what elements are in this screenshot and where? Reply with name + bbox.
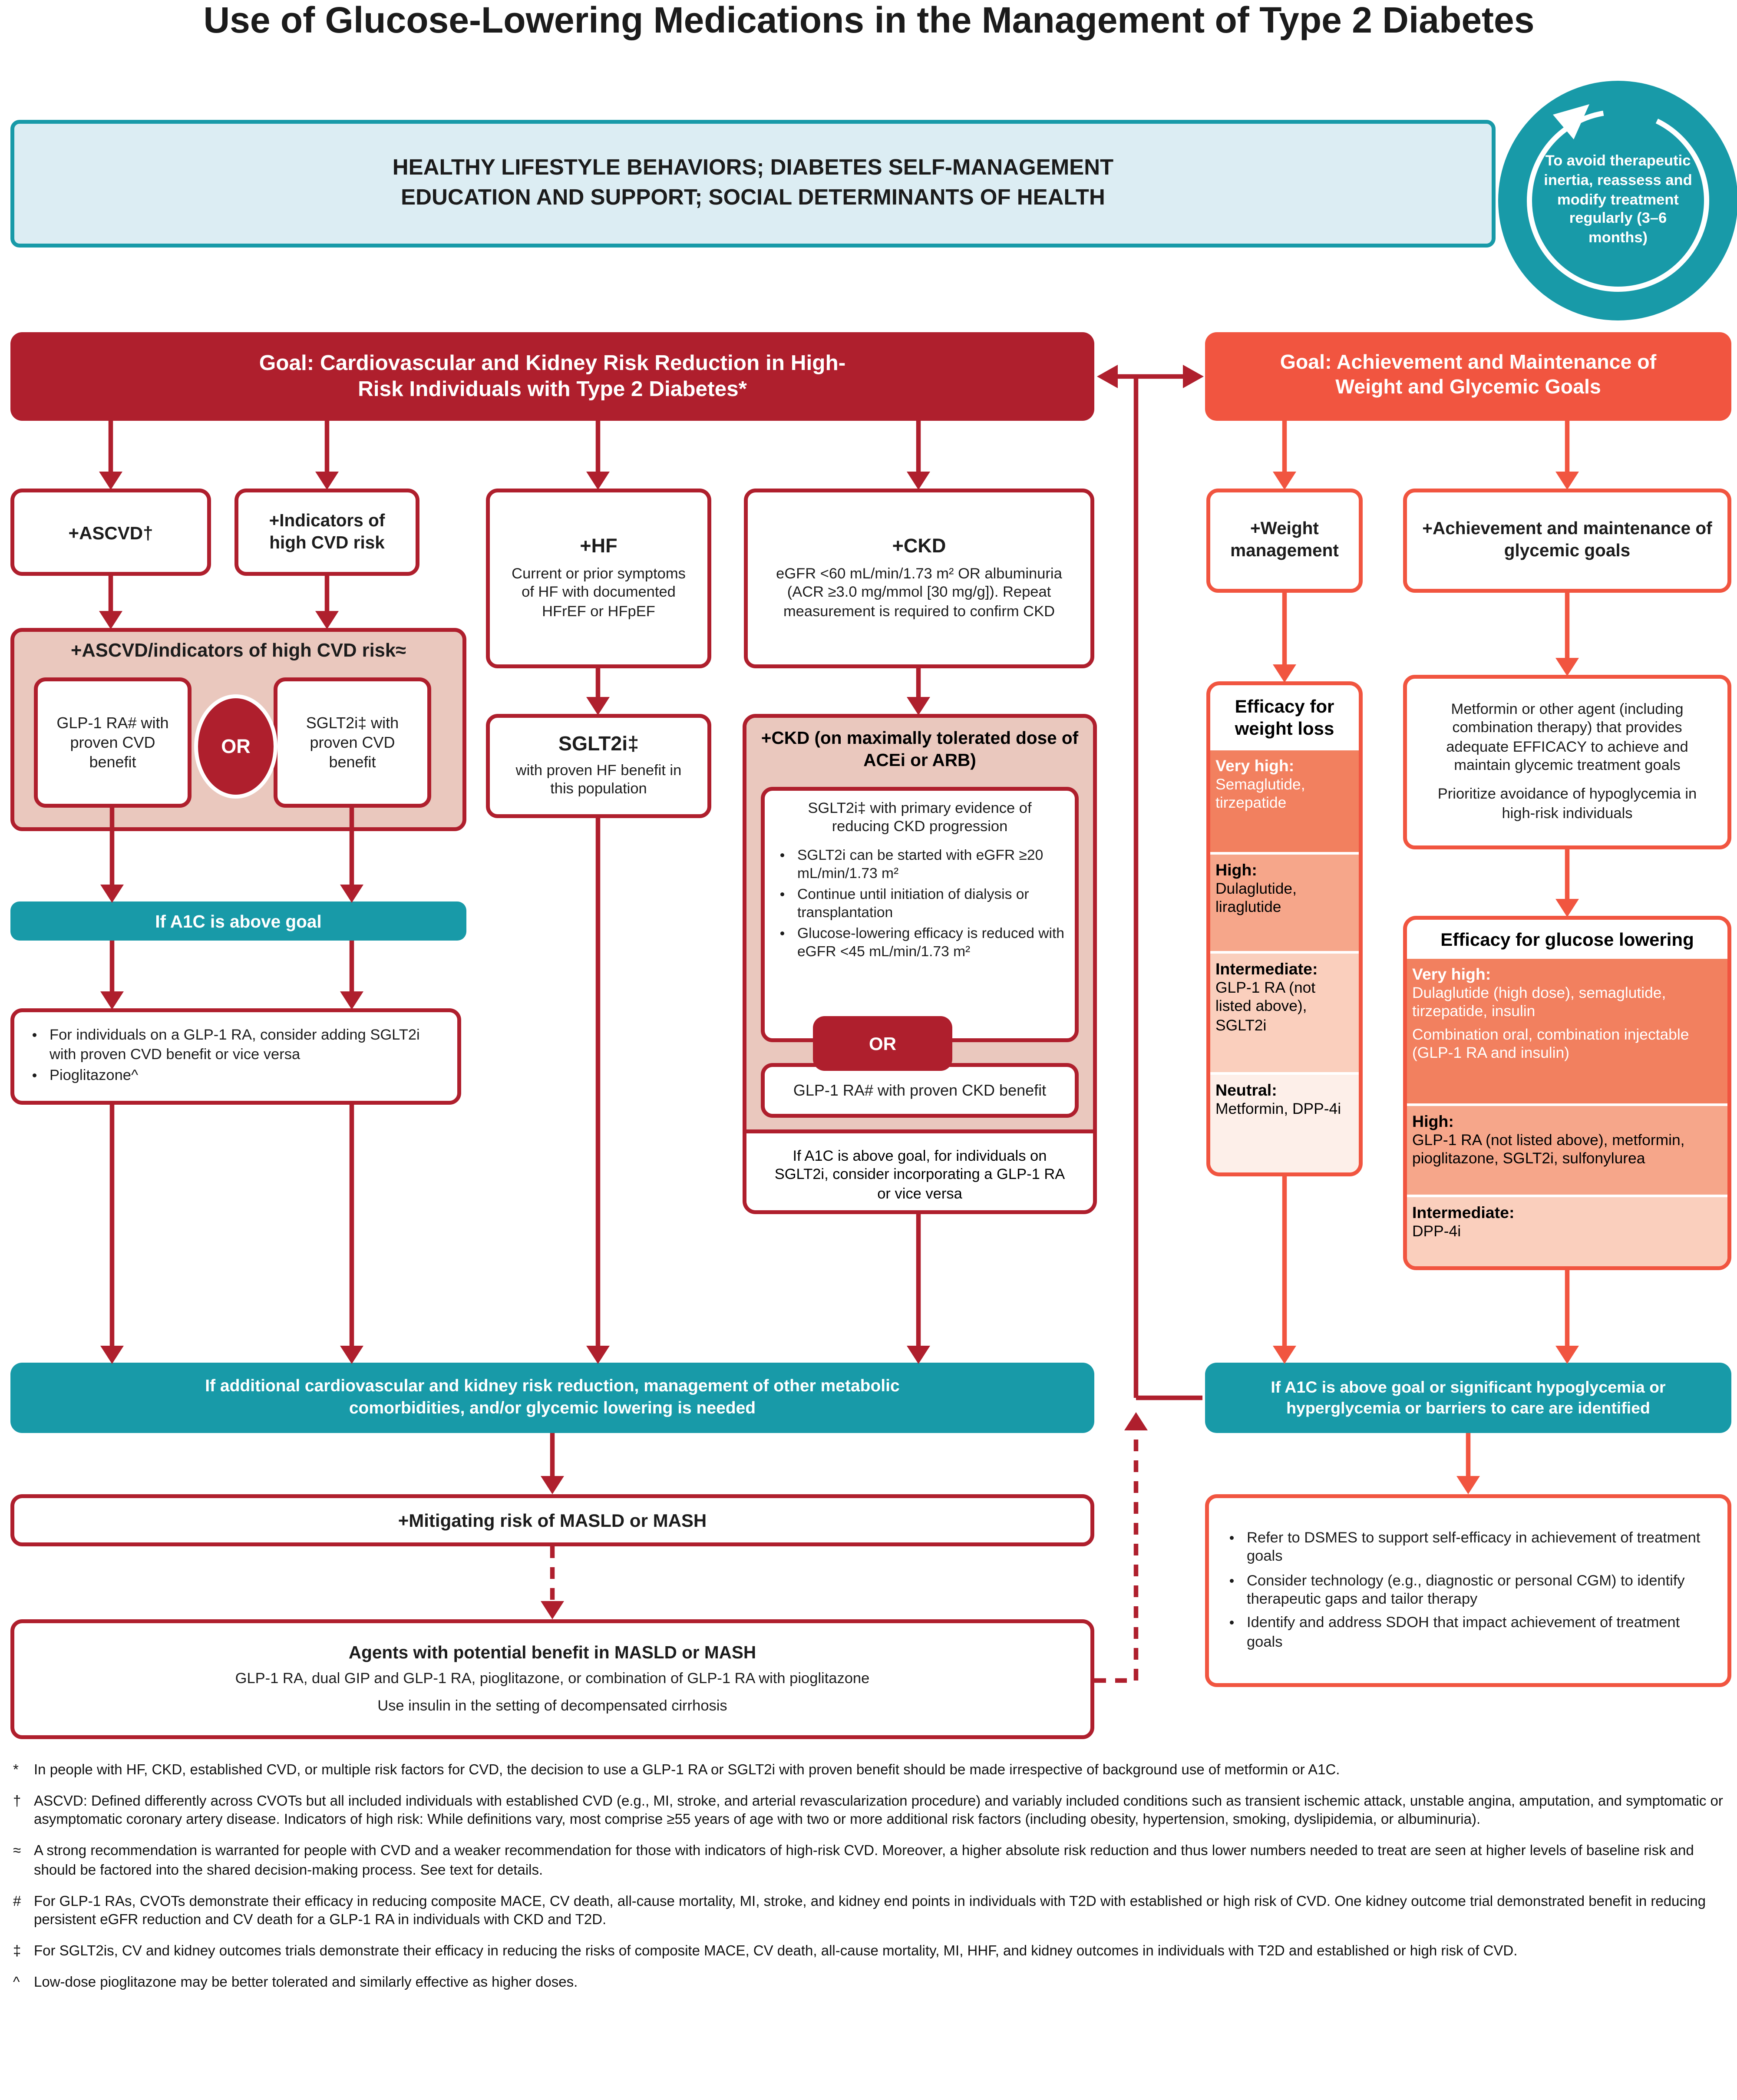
sglt2i-hf-title: SGLT2i‡ [558, 733, 639, 755]
dsmes-list [1225, 1527, 1712, 1655]
dsmes-box [1205, 1494, 1731, 1687]
ascvd-box-text: +ASCVD† [68, 522, 153, 543]
tier-drugs: GLP-1 RA (not listed above), SGLT2i [1215, 978, 1316, 1034]
ckd-a1c-note-text: If A1C is above goal, for individuals on SGLT2i, consider incorporating a GLP-1 RA or vice versa [774, 1149, 1065, 1202]
a1c-hypo-hyper-bar [1205, 1363, 1731, 1433]
a1c-option: • For individuals on a GLP-1 RA, consider adding SGLT2i with proven CVD benefit or vice versa [50, 1027, 444, 1064]
or-circle-text: OR [221, 735, 251, 758]
goal-header-weight-glycemic-text: Goal: Achievement and Maintenance of Weight and Glycemic Goals [1280, 352, 1657, 399]
footnote [13, 1892, 1730, 1931]
footnote-marker: * [13, 1763, 19, 1778]
ascvd-box [10, 489, 211, 576]
glycemic-note-para2: Prioritize avoidance of hypoglycemia in high-risk individuals [1437, 787, 1697, 822]
weight-efficacy-box [1206, 681, 1363, 1176]
masld-agents-line2: Use insulin in the setting of decompensated cirrhosis [377, 1698, 727, 1714]
a1c-hypo-hyper-text: If A1C is above goal or significant hypoglycemia or hyperglycemia or barriers to care are identified [1271, 1378, 1666, 1417]
masld-text: +Mitigating risk of MASLD or MASH [398, 1510, 707, 1531]
masld-agents-title: Agents with potential benefit in MASLD or MASH [348, 1643, 756, 1663]
achievement-glycemic-text: +Achievement and maintenance of glycemic goals [1422, 518, 1712, 560]
or-circle [194, 694, 277, 799]
ckd-bullet-list [775, 844, 1064, 964]
indicators-box [234, 489, 419, 576]
glp1-cvd-text: GLP-1 RA# with proven CVD benefit [56, 713, 169, 771]
ckd-a1c-note [746, 1129, 1093, 1214]
tier-drugs: Dulaglutide (high dose), semaglutide, tirzepatide, insulin [1412, 984, 1666, 1020]
ascvd-group-title: +ASCVD/indicators of high CVD risk≈ [70, 641, 406, 662]
footnote-text: ASCVD: Defined differently across CVOTs but all included individuals with established CVD (e.g., MI, stroke, and arterial revascularization procedure) and variably included conditions such as transient ischemic attack, unstable angina, amputation, and symptomatic or asymptomatic coronary artery disease. Indicators of high risk: While definitions vary, most comprise ≥55 years of age with two or more additional risk factors (including obesity, hypertension, smoking, dyslipidemia, or albuminuria). [34, 1793, 1723, 1829]
tier-drugs: GLP-1 RA (not listed above), metformin, pioglitazone, SGLT2i, sulfonylurea [1412, 1131, 1685, 1168]
reassess-badge-text: To avoid therapeutic inertia, reassess and modify treatment regularly (3–6 months) [1544, 153, 1692, 247]
footnote [13, 1842, 1730, 1881]
masld-agents-box [10, 1619, 1094, 1739]
weight-management-box [1206, 489, 1363, 593]
tier-label: Neutral: [1215, 1081, 1277, 1100]
tier-drugs: Metformin, DPP-4i [1215, 1100, 1341, 1118]
weight-tier-very-high [1210, 747, 1359, 852]
weight-tier-high [1210, 852, 1359, 951]
ckd-sglt2i-evidence-box [761, 787, 1079, 1042]
page-title: Use of Glucose-Lowering Medications in the Management of Type 2 Diabetes [203, 0, 1535, 40]
tier-drugs: Combination oral, combination injectable (GLP-1 RA and insulin) [1412, 1025, 1689, 1063]
sglt2i-cvd-text: SGLT2i‡ with proven CVD benefit [306, 713, 399, 771]
a1c-options-box [10, 1008, 461, 1105]
glp1-ckd-box [761, 1063, 1079, 1118]
glucose-tier-intermediate [1407, 1195, 1727, 1266]
tier-drugs: DPP-4i [1412, 1222, 1461, 1241]
goal-header-cv-kidney [10, 332, 1094, 421]
additional-needs-text: If additional cardiovascular and kidney risk reduction, management of other metabolic comorbidities, and/or glycemic lowering is needed [205, 1376, 900, 1417]
tier-drugs: Dulaglutide, liraglutide [1215, 878, 1297, 916]
masld-agents-line1: GLP-1 RA, dual GIP and GLP-1 RA, pioglitazone, or combination of GLP-1 RA with pioglitazone [235, 1671, 870, 1687]
glp1-cvd-box [34, 677, 192, 808]
glucose-efficacy-box [1403, 916, 1731, 1270]
glp1-ckd-text: GLP-1 RA# with proven CKD benefit [793, 1080, 1047, 1099]
footnote-text: For GLP-1 RAs, CVOTs demonstrate their efficacy in reducing composite MACE, CV death, all-cause mortality, MI, stroke, and kidney end points in individuals with T2D with established or high risk of CVD. One kidney outcome trial demonstrated benefit in reducing persistent eGFR reduction and CV death for a GLP-1 RA in individuals with CKD and T2D. [34, 1894, 1706, 1929]
sglt2i-cvd-box [274, 677, 431, 808]
weight-efficacy-title: Efficacy for weight loss [1235, 696, 1334, 739]
sglt2i-hf-box [486, 714, 711, 818]
a1c-above-goal-text: If A1C is above goal [155, 911, 322, 931]
weight-tier-intermediate [1210, 951, 1359, 1073]
footnotes [13, 1761, 1730, 2004]
ckd-sglt2i-heading: SGLT2i‡ with primary evidence of reducing CKD progression [808, 801, 1032, 836]
dsmes-item: • Identify and address SDOH that impact achievement of treatment goals [1247, 1615, 1712, 1652]
ckd-box-title: +CKD [892, 535, 946, 558]
ckd-box-desc: eGFR <60 mL/min/1.73 m² OR albuminuria (ACR ≥3.0 mg/mmol [30 mg/g]). Repeat measurement is required to confirm CKD [776, 566, 1062, 620]
footnote-marker: ^ [13, 1975, 20, 1991]
footnote-text: Low-dose pioglitazone may be better tolerated and similarly effective as higher doses. [34, 1975, 578, 1991]
hf-box [486, 489, 711, 668]
ckd-box [744, 489, 1094, 668]
hf-box-desc: Current or prior symptoms of HF with documented HFrEF or HFpEF [512, 566, 686, 620]
tier-label: Very high: [1412, 965, 1491, 984]
indicators-box-text: +Indicators of high CVD risk [269, 511, 385, 552]
tier-label: Intermediate: [1215, 960, 1318, 979]
glycemic-efficacy-note-box [1403, 675, 1731, 849]
ckd-bullet: • Continue until initiation of dialysis or transplantation [797, 885, 1064, 922]
glucose-tier-high [1407, 1103, 1727, 1195]
a1c-above-goal-bar [10, 901, 466, 941]
masld-box [10, 1494, 1094, 1546]
weight-management-text: +Weight management [1230, 518, 1339, 560]
tier-label: Very high: [1215, 756, 1294, 775]
footnote [13, 1974, 1730, 1993]
footnote [13, 1761, 1730, 1780]
glycemic-note-para1: Metformin or other agent (including combination therapy) that provides adequate EFFICACY to achieve and maintain glycemic treatment goals [1446, 702, 1688, 774]
tier-drugs: Semaglutide, tirzepatide [1215, 774, 1305, 812]
glucose-efficacy-title: Efficacy for glucose lowering [1440, 929, 1694, 950]
footnote [13, 1942, 1730, 1961]
tier-label: Intermediate: [1412, 1204, 1515, 1223]
dsmes-item: • Consider technology (e.g., diagnostic or personal CGM) to identify therapeutic gaps and tailor therapy [1247, 1572, 1712, 1609]
lifestyle-banner [10, 120, 1496, 248]
footnote-text: In people with HF, CKD, established CVD, or multiple risk factors for CVD, the decision to use a GLP-1 RA or SGLT2i with proven benefit should be made irrespective of background use of metformin or A1C. [34, 1763, 1340, 1778]
footnote-text: For SGLT2is, CV and kidney outcomes trials demonstrate their efficacy in reducing the risks of composite MACE, CV death, all-cause mortality, MI, HHF, and kidney outcomes in individuals with T2D and established or high risk of CVD. [34, 1944, 1518, 1960]
lifestyle-banner-text: HEALTHY LIFESTYLE BEHAVIORS; DIABETES SELF-MANAGEMENT EDUCATION AND SUPPORT; SOCIAL DETERMINANTS OF HEALTH [392, 155, 1114, 210]
footnote-marker: ‡ [13, 1944, 21, 1960]
glucose-tier-very-high [1407, 956, 1727, 1103]
goal-header-weight-glycemic [1205, 332, 1731, 421]
ckd-or-button [813, 1016, 952, 1071]
footnote-marker: # [13, 1894, 21, 1910]
a1c-options-list [27, 1024, 444, 1088]
footnote-text: A strong recommendation is warranted for people with CVD and a weaker recommendation for those with indicators of high-risk CVD. Moreover, a higher absolute risk reduction and thus lower numbers needed to treat are seen at higher levels of baseline risk and should be factored into the shared decision-making process. See text for details. [34, 1843, 1694, 1879]
ckd-group-title: +CKD (on maximally tolerated dose of ACEi or ARB) [761, 728, 1079, 770]
tier-label: High: [1412, 1113, 1454, 1131]
ckd-bullet: • SGLT2i can be started with eGFR ≥20 mL/min/1.73 m² [797, 846, 1064, 883]
hf-box-title: +HF [580, 535, 618, 558]
tier-label: High: [1215, 860, 1257, 879]
a1c-option: • Pioglitazone^ [50, 1067, 444, 1086]
footnote [13, 1792, 1730, 1830]
ckd-bullet: • Glucose-lowering efficacy is reduced with eGFR <45 mL/min/1.73 m² [797, 925, 1064, 961]
ckd-or-text: OR [869, 1033, 896, 1054]
weight-tier-neutral [1210, 1073, 1359, 1172]
reassess-badge [1498, 81, 1737, 320]
dsmes-item: • Refer to DSMES to support self-efficacy in achievement of treatment goals [1247, 1529, 1712, 1567]
sglt2i-hf-desc: with proven HF benefit in this population [515, 763, 682, 797]
achievement-glycemic-box [1403, 489, 1731, 593]
goal-header-cv-kidney-text: Goal: Cardiovascular and Kidney Risk Reduction in High-Risk Individuals with Type 2 Diabetes* [259, 351, 846, 401]
additional-needs-bar [10, 1363, 1094, 1433]
footnote-marker: ≈ [13, 1843, 21, 1859]
footnote-marker: † [13, 1793, 21, 1809]
